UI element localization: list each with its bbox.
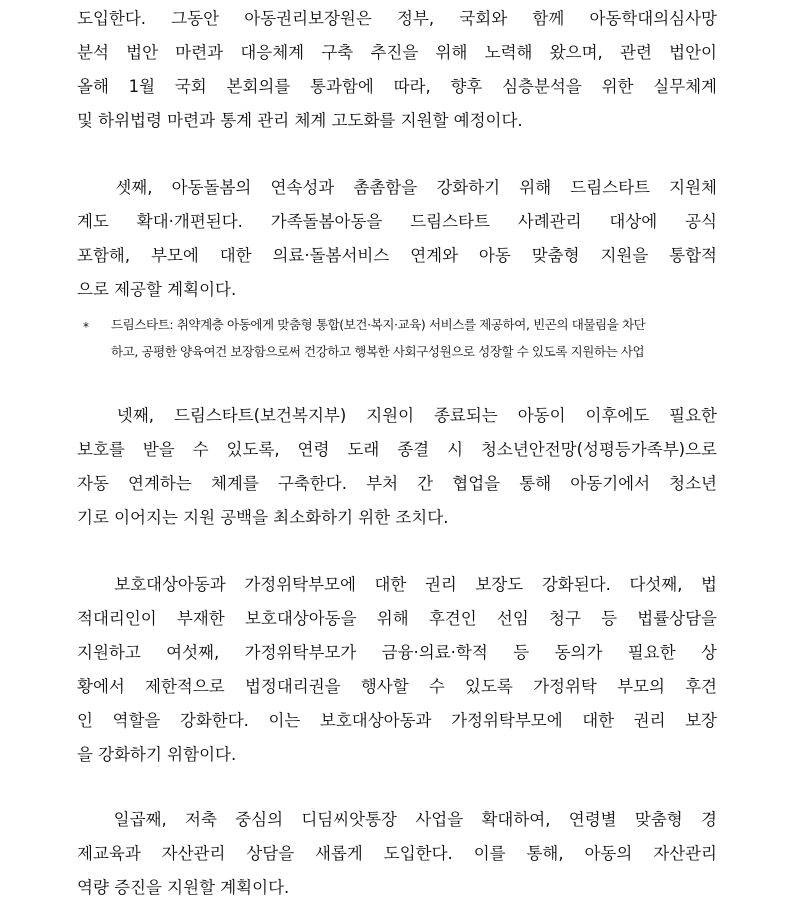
p1-line-4: 및 하위법령 마련과 통계 관리 체계 고도화를 지원할 예정이다.: [77, 111, 523, 130]
footnote-line-1: 드림스타트: 취약계층 아동에게 맞춤형 통합(보건·복지·교육) 서비스를 제공하여, 빈곤의 대물림을 차단: [111, 317, 646, 332]
p2-line-4: 으로 제공할 계획이다.: [77, 280, 237, 299]
p4-line-3: 지원하고 여섯째, 가정위탁부모가 금융·의료·학적 등 동의가 필요한 상: [77, 643, 717, 662]
p2-line-3: 포함해, 부모에 대한 의료·돌봄서비스 연계와 아동 맞춤형 지원을 통합적: [77, 246, 717, 265]
p5-line-1: 일곱째, 저축 중심의 디딤씨앗통장 사업을 확대하여, 연령별 맞춤형 경: [77, 810, 717, 829]
p1-line-1: 도입한다. 그동안 아동권리보장원은 정부, 국회와 함께 아동학대의심사망: [77, 9, 717, 28]
p3-line-1: 넷째, 드림스타트(보건복지부) 지원이 종료되는 아동이 이후에도 필요한: [77, 406, 717, 425]
p3-line-4: 기로 이어지는 지원 공백을 최소화하기 위한 조치다.: [77, 508, 449, 527]
p1-line-3: 올해 1월 국회 본회의를 통과함에 따라, 향후 심층분석을 위한 실무체계: [77, 77, 717, 96]
p4-line-4: 황에서 제한적으로 법정대리권을 행사할 수 있도록 가정위탁 부모의 후견: [77, 677, 717, 696]
footnote-line-2: 하고, 공평한 양육여건 보장함으로써 건강하고 행복한 사회구성원으로 성장할 수 있도록 지원하는 사업: [111, 344, 645, 359]
p3-line-2: 보호를 받을 수 있도록, 연령 도래 종결 시 청소년안전망(성평등가족부)으로: [77, 440, 717, 459]
p5-line-2: 제교육과 자산관리 상담을 새롭게 도입한다. 이를 통해, 아동의 자산관리: [77, 844, 717, 863]
p3-line-3: 자동 연계하는 체계를 구축한다. 부처 간 협업을 통해 아동기에서 청소년: [77, 474, 717, 493]
p1-line-2: 분석 법안 마련과 대응체계 구축 추진을 위해 노력해 왔으며, 관련 법안이: [77, 43, 717, 62]
footnote-marker: *: [83, 320, 89, 334]
p4-line-2: 적대리인이 부재한 보호대상아동을 위해 후견인 선임 청구 등 법률상담을: [77, 609, 717, 628]
p5-line-3: 역량 증진을 지원할 계획이다.: [77, 878, 290, 897]
p4-line-5: 인 역할을 강화한다. 이는 보호대상아동과 가정위탁부모에 대한 권리 보장: [77, 711, 717, 730]
p2-line-2: 계도 확대·개편된다. 가족돌봄아동을 드림스타트 사례관리 대상에 공식: [77, 212, 717, 231]
p2-line-1: 셋째, 아동돌봄의 연속성과 촘촘함을 강화하기 위해 드림스타트 지원체: [77, 178, 717, 197]
p4-line-1: 보호대상아동과 가정위탁부모에 대한 권리 보장도 강화된다. 다섯째, 법: [77, 575, 717, 594]
p4-line-6: 을 강화하기 위함이다.: [77, 745, 237, 764]
